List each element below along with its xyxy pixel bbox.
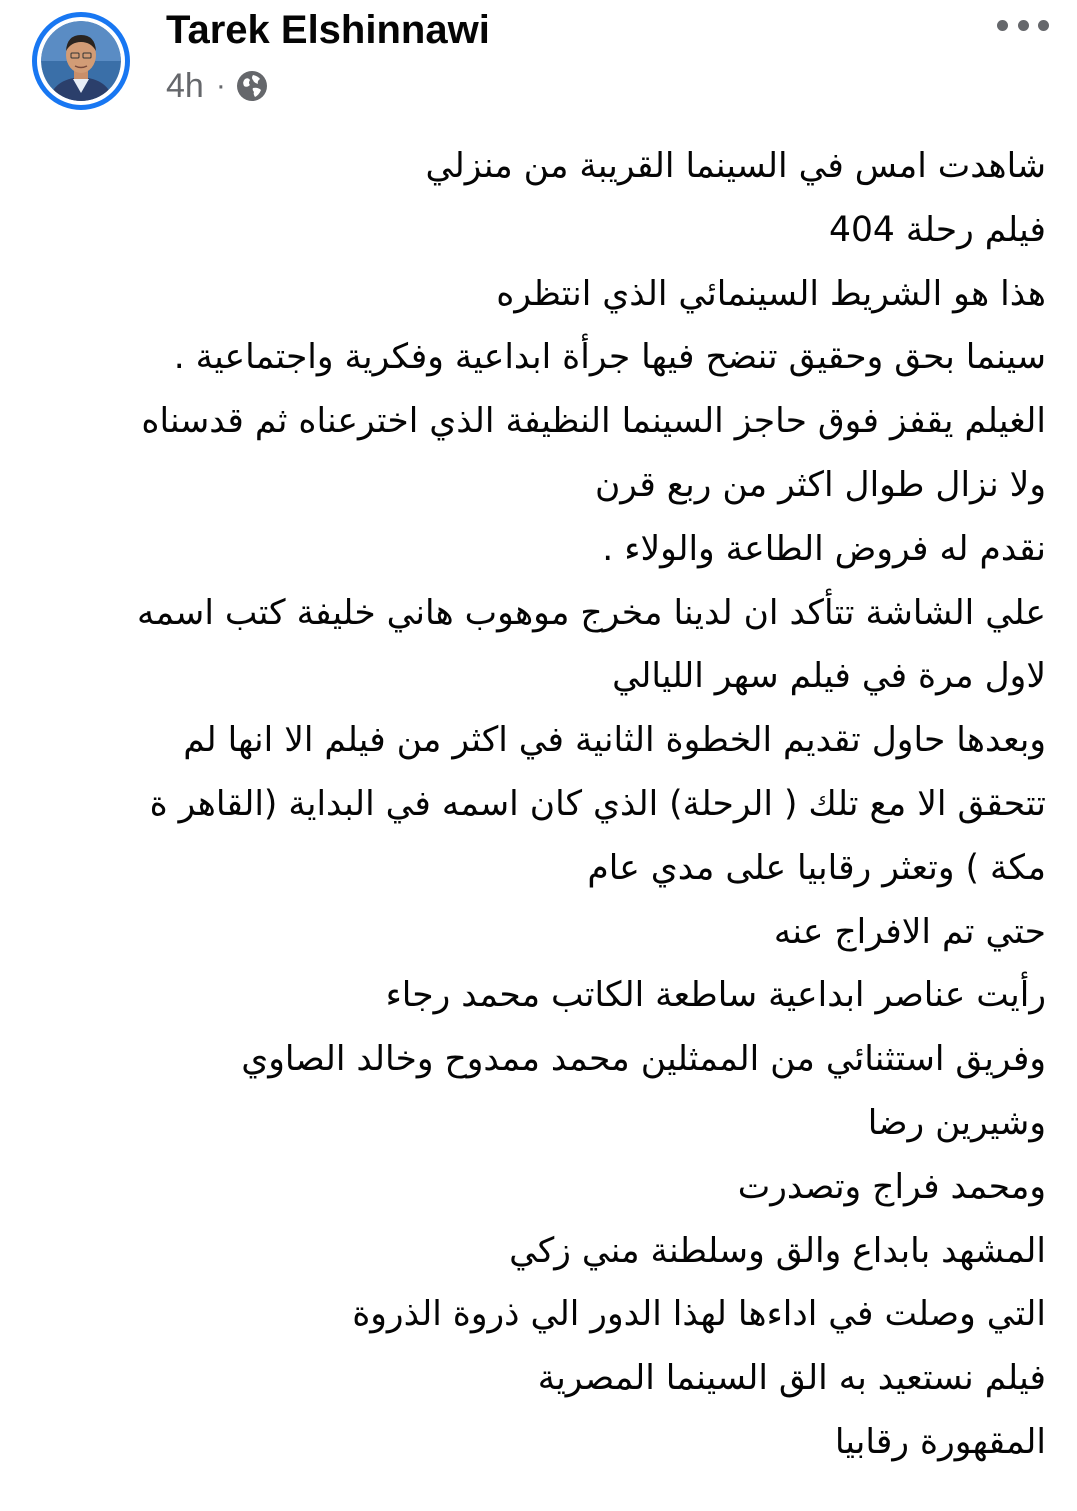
more-options-button[interactable] (997, 10, 1049, 40)
more-dots-icon (997, 20, 1008, 31)
profile-avatar[interactable] (32, 12, 130, 110)
post-line: شاهدت امس في السينما القريبة من منزلي (425, 146, 1046, 186)
post-line: سينما بحق وحقيق تنضح فيها جرأة ابداعية وفكرية واجتماعية . (173, 337, 1046, 378)
post-line: تتحقق الا مع تلك ( الرحلة) الذي كان اسمه في البداية (القاهر ة (149, 783, 1046, 824)
post-line: فيلم نستعيد به الق السينما المصرية (537, 1358, 1046, 1399)
post-line: وفريق استثنائي من الممثلين محمد ممدوح وخالد الصاوي (241, 1039, 1046, 1080)
post-header (0, 0, 1077, 120)
post-line: ولا نزال طوال اكثر من ربع قرن (594, 464, 1046, 505)
post-line: مكة ) وتعثر رقابيا على مدي عام (587, 847, 1046, 888)
author-name[interactable]: Tarek Elshinnawi (166, 8, 490, 52)
post-time[interactable]: 4h (166, 66, 204, 105)
post-text (40, 135, 1046, 1475)
more-dots-icon (1038, 20, 1049, 31)
meta-separator: · (215, 69, 226, 102)
avatar-photo (41, 21, 121, 101)
post-line: الغيلم يقفز فوق حاجز السينما النظيفة الذي اخترعناه ثم قدسناه (141, 401, 1046, 442)
post-line: هذا هو الشريط السينمائي الذي انتظره (496, 273, 1046, 314)
post-line: علي الشاشة تتأكد ان لدينا مخرج موهوب هاني خليفة كتب اسمه (136, 592, 1046, 633)
more-dots-icon (1018, 20, 1029, 31)
post-line: وبعدها حاول تقديم الخطوة الثانية في اكثر من فيلم الا انها لم (183, 720, 1046, 761)
post-line: ومحمد فراج وتصدرت (737, 1166, 1046, 1207)
post-line: نقدم له فروض الطاعة والولاء . (602, 528, 1046, 569)
post-line: المشهد بابداع والق وسلطنة مني زكي (509, 1230, 1046, 1271)
globe-icon[interactable] (236, 70, 268, 102)
post-line: فيلم رحلة 404 (829, 209, 1046, 250)
post-line: التي وصلت في اداءها لهذا الدور الي ذروة الذروة (352, 1294, 1046, 1335)
post-line: لاول مرة في فيلم سهر الليالي (612, 656, 1046, 697)
post-line: رأيت عناصر ابداعية ساطعة الكاتب محمد رجاء (385, 975, 1046, 1016)
post-line: وشيرين رضا (867, 1102, 1046, 1143)
post-line: حتي تم الافراج عنه (773, 911, 1046, 952)
post-meta (166, 64, 268, 108)
post-line: المقهورة رقابيا (834, 1421, 1046, 1462)
